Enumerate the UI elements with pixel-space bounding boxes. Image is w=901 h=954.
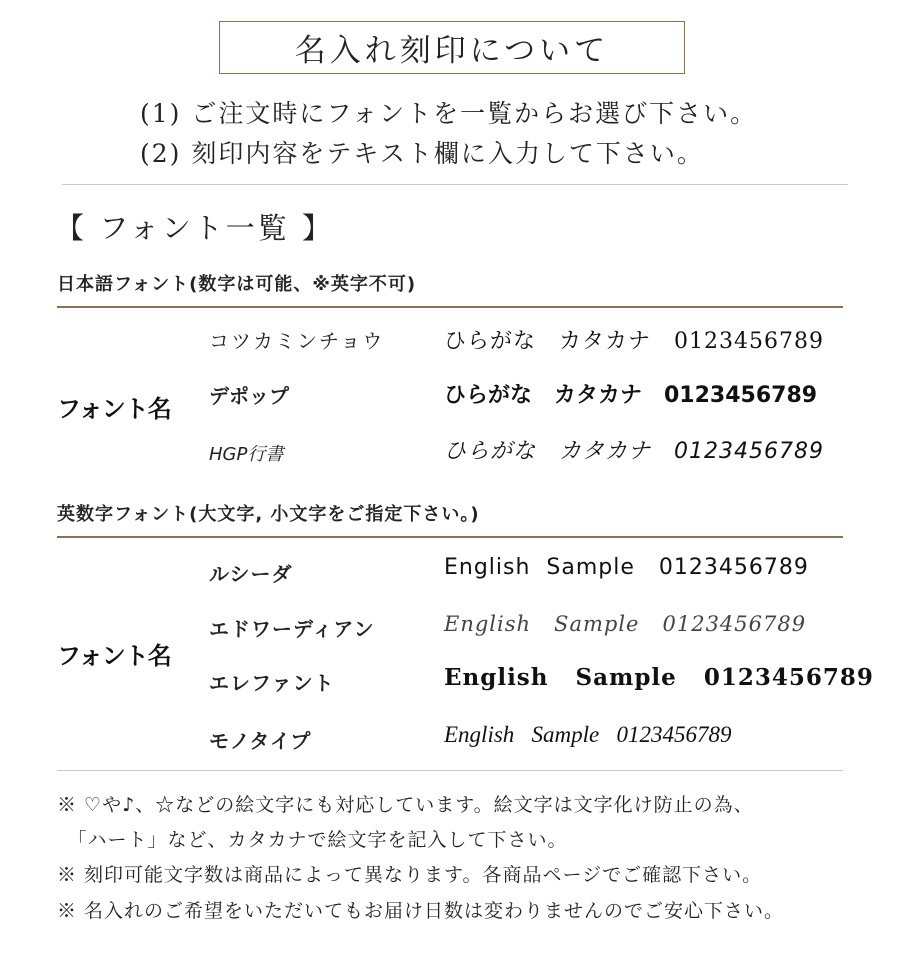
alpha-fonts-row-label: フォント名 <box>57 642 171 670</box>
note-delivery: ※ 名入れのご希望をいただいてもお届け日数は変わりませんのでご安心下さい。 <box>57 900 785 922</box>
page-title: 名入れ刻印について <box>219 21 685 74</box>
font-name-depop: デポップ <box>209 384 289 408</box>
font-name-monotype: モノタイプ <box>209 729 312 753</box>
font-name-hgp-gyosho: HGP行書 <box>209 444 284 465</box>
font-name-elephant: エレファント <box>209 671 335 695</box>
alpha-fonts-rule <box>57 536 843 538</box>
japanese-fonts-row-label: フォント名 <box>57 395 171 423</box>
font-name-lucida: ルシーダ <box>209 562 293 586</box>
alpha-fonts-heading: 英数字フォント(大文字, 小文字をご指定下さい。) <box>57 504 480 525</box>
font-sample-elephant: English Sample 0123456789 <box>444 664 874 691</box>
font-sample-hgp-gyosho: ひらがな カタカナ 0123456789 <box>444 439 824 464</box>
japanese-fonts-rule <box>57 306 843 308</box>
section-divider <box>62 184 848 185</box>
instruction-step-2: (2) 刻印内容をテキスト欄に入力して下さい。 <box>140 139 704 168</box>
instruction-step-1: (1) ご注文時にフォントを一覧からお選び下さい。 <box>140 99 758 128</box>
font-name-edwardian: エドワーディアン <box>209 617 375 641</box>
font-sample-monotype: English Sample 0123456789 <box>444 722 732 747</box>
font-sample-edwardian: English Sample 0123456789 <box>444 612 807 636</box>
font-sample-lucida: English Sample 0123456789 <box>444 555 809 580</box>
font-sample-kotsuka-mincho: ひらがな カタカナ 0123456789 <box>444 329 824 354</box>
japanese-fonts-heading: 日本語フォント(数字は可能、※英字不可) <box>57 274 417 295</box>
note-character-limit: ※ 刻印可能文字数は商品によって異なります。各商品ページでご確認下さい。 <box>57 864 763 886</box>
font-sample-depop: ひらがな カタカナ 0123456789 <box>444 383 818 408</box>
font-name-kotsuka-mincho: コツカミンチョウ <box>209 329 385 353</box>
note-emoji-continued: 「ハート」など、カタカナで絵文字を記入して下さい。 <box>57 829 568 851</box>
note-emoji: ※ ♡や♪、☆などの絵文字にも対応しています。絵文字は文字化け防止の為、 <box>57 794 754 816</box>
notes-divider <box>57 770 843 771</box>
font-list-heading: 【 フォント一覧 】 <box>55 211 334 245</box>
